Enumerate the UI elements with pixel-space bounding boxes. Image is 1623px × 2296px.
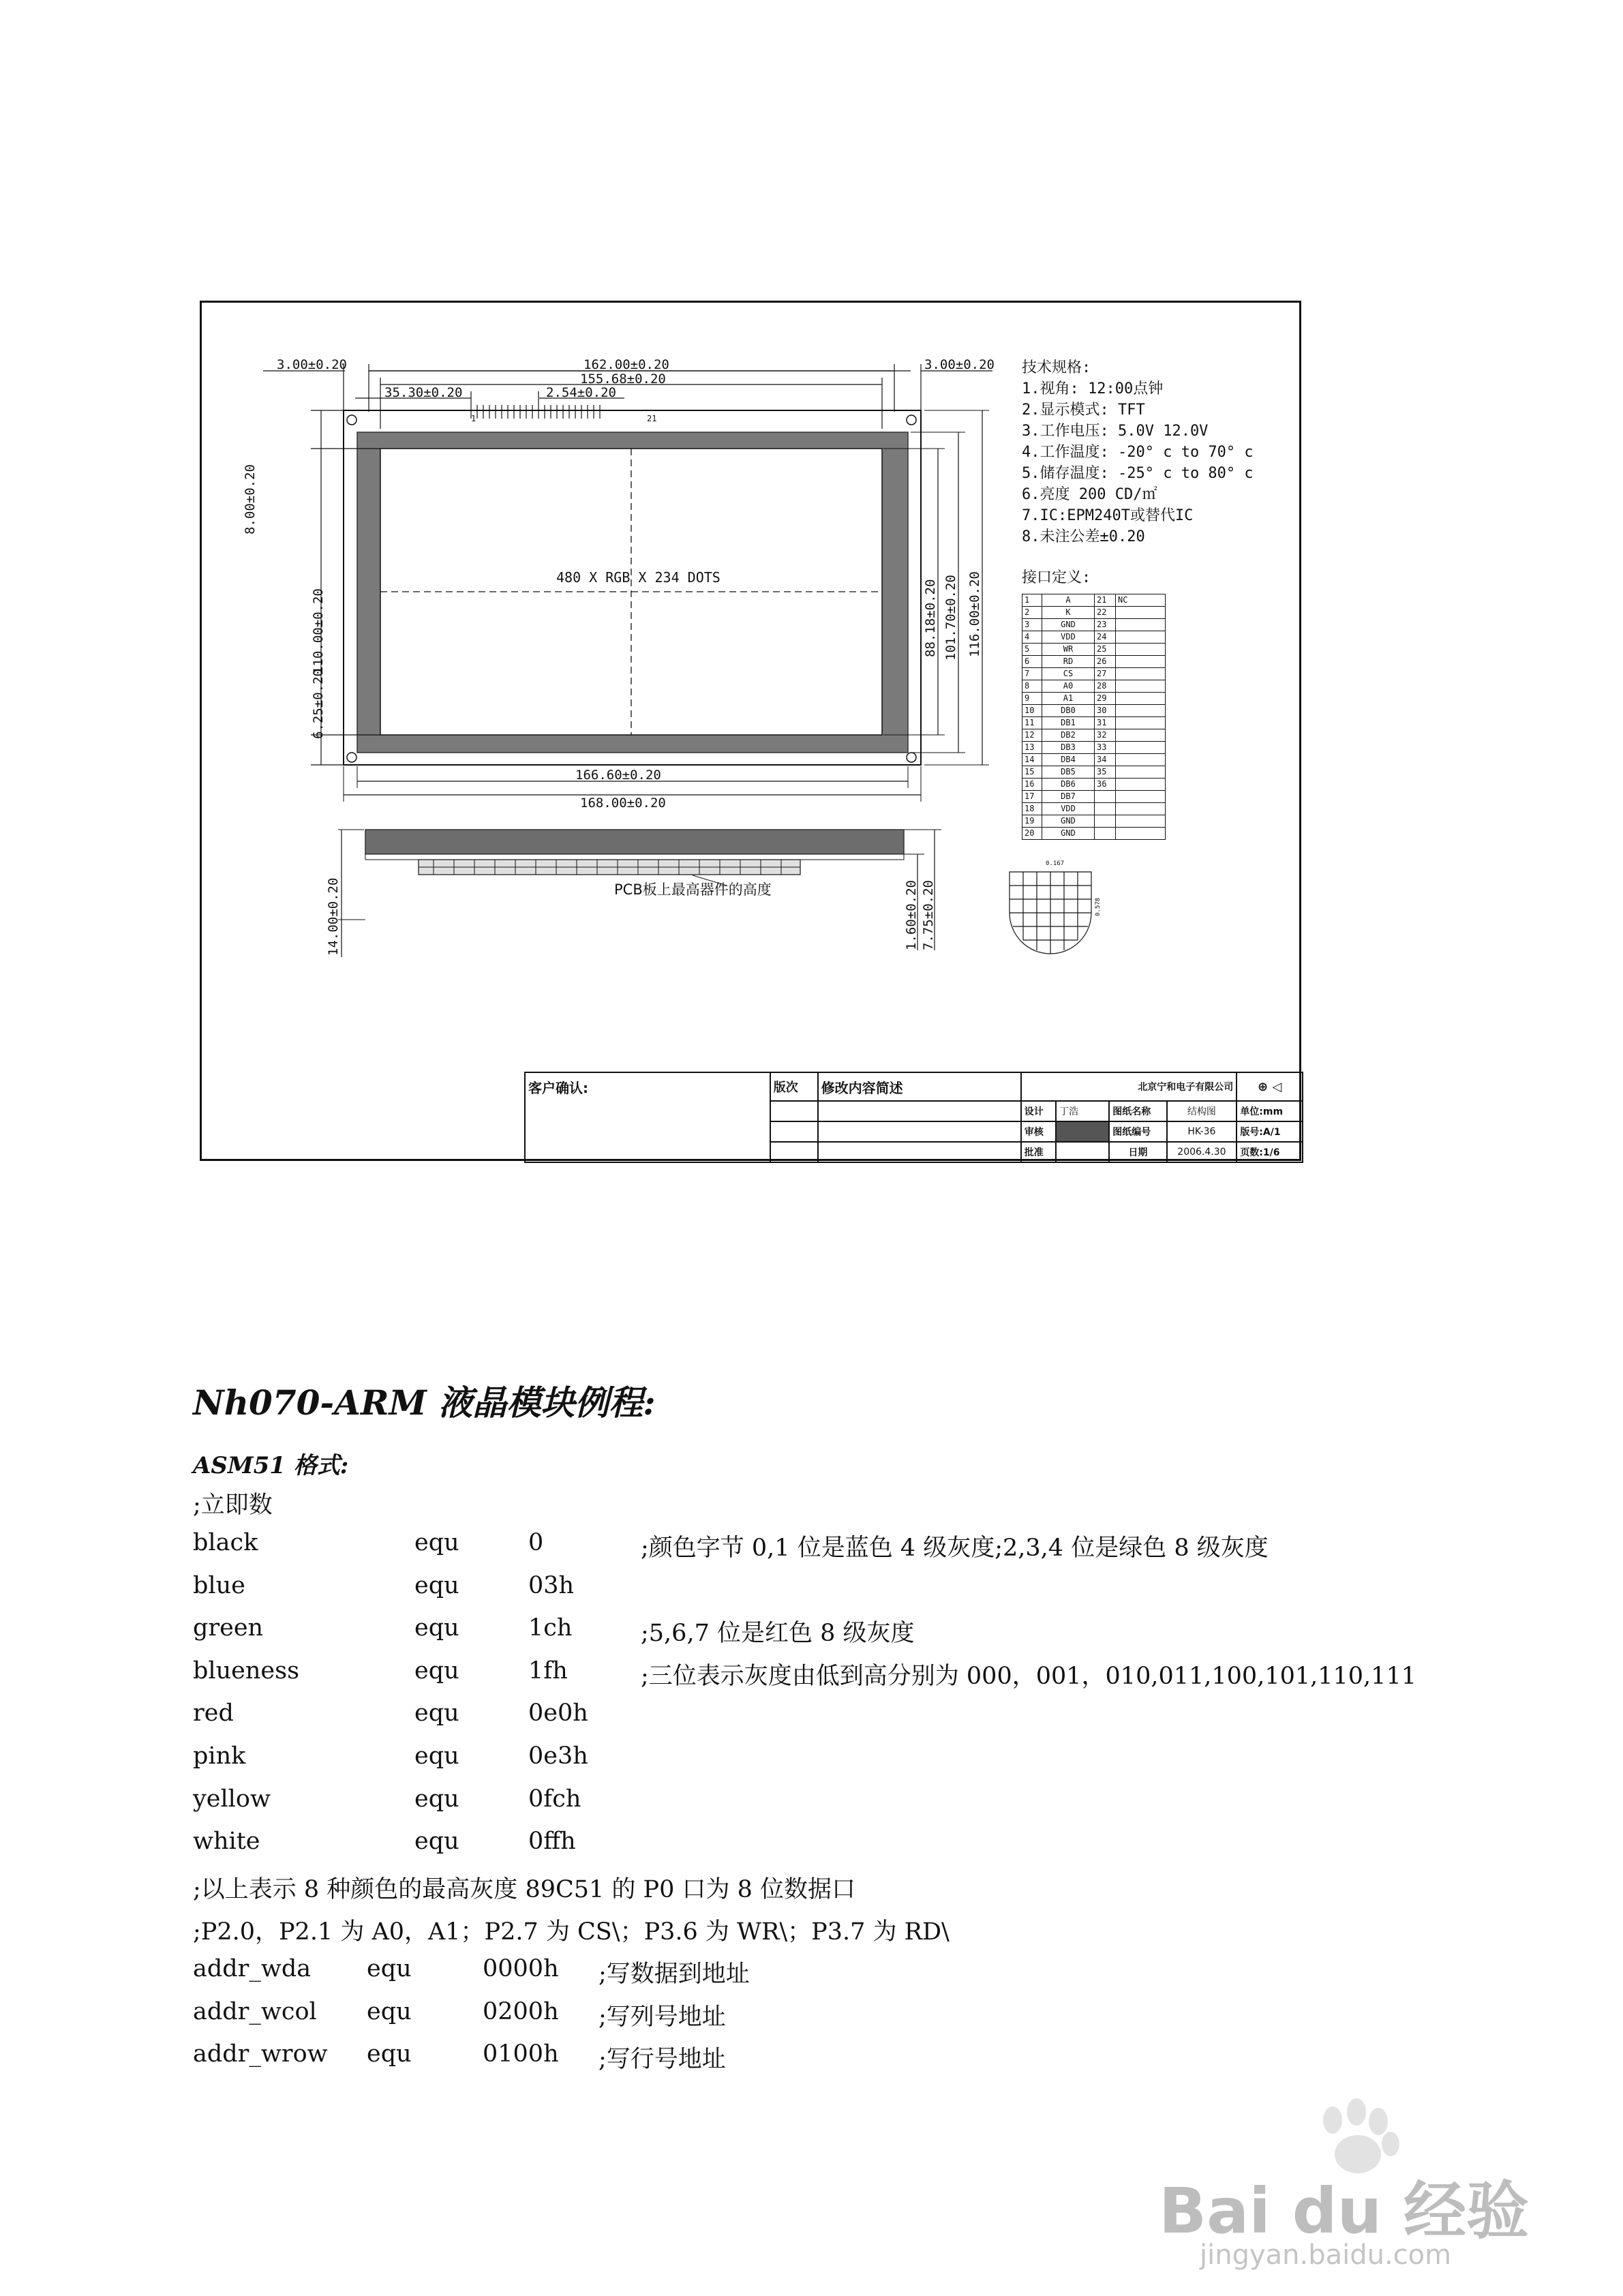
- pin-cell: GND: [1042, 619, 1095, 631]
- pin-cell: 16: [1022, 779, 1042, 791]
- pin-cell: [1116, 729, 1166, 742]
- pin-row: [1022, 815, 1166, 828]
- pin-row: [1022, 766, 1166, 779]
- pin-row: [1022, 791, 1166, 803]
- asm51-subhead: ASM51 格式:: [193, 1452, 349, 1479]
- code-name: yellow: [193, 1785, 271, 1813]
- pin-cell: K: [1042, 607, 1095, 619]
- specs-title: 技术规格:: [1022, 359, 1091, 376]
- pin-cell: 25: [1095, 644, 1116, 656]
- pin-cell: 13: [1022, 742, 1042, 754]
- code-op: equ: [367, 1997, 412, 2025]
- pin-cell: [1116, 680, 1166, 693]
- dim-h-116: 116.00±0.20: [967, 571, 982, 657]
- pin-cell: [1095, 828, 1116, 840]
- approve-label: 批准: [1021, 1142, 1056, 1162]
- pin-cell: 8: [1022, 680, 1042, 693]
- code-op: equ: [414, 1529, 459, 1556]
- dim-height-110: 110.00±0.20: [311, 588, 326, 674]
- pin-cell: GND: [1042, 828, 1095, 840]
- pin-1-label: 1: [471, 414, 476, 423]
- pin-row: [1022, 754, 1166, 766]
- pin-cell: A: [1042, 594, 1095, 607]
- code-val: 0fch: [528, 1785, 581, 1813]
- dim-pin-pitch: 2.54±0.20: [546, 385, 616, 400]
- spec-line: 3.工作电压: 5.0V 12.0V: [1022, 423, 1209, 440]
- pin-21-label: 21: [647, 414, 657, 423]
- projection-symbol-icon: ⊕ ◁: [1237, 1072, 1303, 1101]
- code-name: green: [193, 1614, 264, 1642]
- pin-cell: VDD: [1042, 631, 1095, 644]
- pin-cell: 31: [1095, 717, 1116, 729]
- code-op: equ: [414, 1657, 459, 1685]
- detail-dim-b: 0.578: [1095, 897, 1102, 916]
- comment-colors: ;以上表示 8 种颜色的最高灰度 89C51 的 P0 口为 8 位数据口: [193, 1876, 856, 1903]
- pin-cell: [1116, 742, 1166, 754]
- pin-cell: 9: [1022, 693, 1042, 705]
- review-name: [1056, 1121, 1109, 1142]
- dim-top-8: 8.00±0.20: [243, 464, 258, 534]
- dim-left-margin: 3.00±0.20: [277, 357, 347, 372]
- code-op: equ: [367, 1955, 412, 1982]
- pin-cell: DB7: [1042, 791, 1095, 803]
- pin-cell: [1116, 693, 1166, 705]
- pin-row: [1022, 742, 1166, 754]
- watermark-brand: Bai du 经验: [1159, 2175, 1530, 2248]
- code-op: equ: [414, 1700, 459, 1727]
- tech-specs: [1022, 357, 1254, 547]
- spec-line: 1.视角: 12:00点钟: [1022, 380, 1164, 397]
- dim-t-775: 7.75±0.20: [921, 880, 936, 950]
- code-comment: ;三位表示灰度由低到高分别为 000，001，010,011,100,101,110,111: [641, 1662, 1416, 1690]
- spec-line: 6.亮度 200 CD/㎡: [1022, 486, 1157, 503]
- pin-cell: 29: [1095, 693, 1116, 705]
- code-name: addr_wcol: [193, 1997, 317, 2025]
- spec-line: 8.未注公差±0.20: [1022, 528, 1145, 545]
- pin-cell: 4: [1022, 631, 1042, 644]
- title-block: [524, 1072, 1303, 1163]
- unit-label: 单位:mm: [1237, 1101, 1303, 1121]
- pin-cell: DB6: [1042, 779, 1095, 791]
- dim-h-88: 88.18±0.20: [923, 579, 938, 657]
- pin-cell: DB4: [1042, 754, 1095, 766]
- dim-thickness-14: 14.00±0.20: [326, 877, 341, 956]
- pin-cell: [1116, 754, 1166, 766]
- pin-cell: 20: [1022, 828, 1042, 840]
- spec-line: 2.显示模式: TFT: [1022, 402, 1145, 419]
- pin-cell: 14: [1022, 754, 1042, 766]
- pin-cell: 6: [1022, 656, 1042, 668]
- code-op: equ: [414, 1742, 459, 1770]
- pin-row: [1022, 631, 1166, 644]
- pin-cell: A1: [1042, 693, 1095, 705]
- pin-cell: [1116, 668, 1166, 680]
- dim-width-155: 155.68±0.20: [580, 372, 666, 387]
- pin-cell: 23: [1095, 619, 1116, 631]
- customer-confirm: 客户确认:: [525, 1072, 770, 1162]
- pin-row: [1022, 779, 1166, 791]
- pin-cell: [1095, 803, 1116, 815]
- code-op: equ: [414, 1785, 459, 1813]
- pin-cell: [1116, 791, 1166, 803]
- pin-cell: [1116, 631, 1166, 644]
- pin-cell: [1116, 717, 1166, 729]
- pin-cell: 21: [1095, 594, 1116, 607]
- pin-cell: DB5: [1042, 766, 1095, 779]
- screen-resolution-label: 480 X RGB X 234 DOTS: [556, 569, 721, 586]
- code-op: equ: [414, 1571, 459, 1599]
- pin-cell: 33: [1095, 742, 1116, 754]
- pin-cell: [1116, 779, 1166, 791]
- dim-t-160: 1.60±0.20: [904, 880, 919, 950]
- pin-row: [1022, 619, 1166, 631]
- code-comment: ;5,6,7 位是红色 8 级灰度: [641, 1620, 915, 1648]
- version-header: 版次: [770, 1072, 818, 1101]
- pin-row: [1022, 729, 1166, 742]
- pin-cell: 2: [1022, 607, 1042, 619]
- pin-cell: 36: [1095, 779, 1116, 791]
- pin-cell: DB0: [1042, 705, 1095, 717]
- dim-pin-offset: 35.30±0.20: [384, 385, 463, 400]
- code-val: 0100h: [483, 2040, 559, 2068]
- pin-cell: 7: [1022, 668, 1042, 680]
- pin-row: [1022, 803, 1166, 815]
- pin-row: [1022, 693, 1166, 705]
- code-name: red: [193, 1700, 234, 1727]
- pin-cell: [1116, 766, 1166, 779]
- pin-cell: A0: [1042, 680, 1095, 693]
- code-val: 0e0h: [528, 1700, 588, 1727]
- pin-cell: DB2: [1042, 729, 1095, 742]
- code-comment: ;写行号地址: [598, 2046, 726, 2074]
- code-val: 0e3h: [528, 1742, 588, 1770]
- code-comment: ;颜色字节 0,1 位是蓝色 4 级灰度;2,3,4 位是绿色 8 级灰度: [641, 1535, 1269, 1562]
- pin-table: [1022, 594, 1166, 840]
- comment-immediate: ;立即数: [193, 1492, 273, 1519]
- spec-line: 4.工作温度: -20° c to 70° c: [1022, 444, 1254, 461]
- drawing-name: 结构图: [1167, 1101, 1237, 1121]
- pin-cell: [1116, 656, 1166, 668]
- dim-right-margin: 3.00±0.20: [924, 357, 995, 372]
- code-val: 0ffh: [528, 1828, 576, 1856]
- pin-cell: 35: [1095, 766, 1116, 779]
- pin-cell: 28: [1095, 680, 1116, 693]
- code-comment: ;写列号地址: [598, 2003, 726, 2031]
- design-label: 设计: [1021, 1101, 1056, 1121]
- pin-cell: [1116, 607, 1166, 619]
- code-name: addr_wda: [193, 1955, 312, 1982]
- spec-line: 7.IC:EPM240T或替代IC: [1022, 507, 1194, 524]
- pin-cell: 27: [1095, 668, 1116, 680]
- pin-cell: 18: [1022, 803, 1042, 815]
- code-op: equ: [414, 1614, 459, 1642]
- company-name: 北京宁和电子有限公司: [1021, 1072, 1237, 1101]
- code-name: pink: [193, 1742, 246, 1770]
- drawing-no: HK-36: [1167, 1121, 1237, 1142]
- code-name: blue: [193, 1571, 245, 1599]
- date-label: 日期: [1109, 1142, 1166, 1162]
- pin-cell: 22: [1095, 607, 1116, 619]
- comment-ports: ;P2.0，P2.1 为 A0，A1；P2.7 为 CS\；P3.6 为 WR\；P3.7 为 RD\: [193, 1918, 950, 1946]
- code-val: 1fh: [528, 1657, 568, 1685]
- pin-cell: [1116, 828, 1166, 840]
- code-val: 0200h: [483, 1997, 559, 2025]
- dim-w-168: 168.00±0.20: [580, 796, 666, 811]
- pin-row: [1022, 717, 1166, 729]
- pin-row: [1022, 828, 1166, 840]
- code-name: addr_wrow: [193, 2040, 328, 2068]
- pin-cell: 26: [1095, 656, 1116, 668]
- pin-cell: 11: [1022, 717, 1042, 729]
- pin-cell: VDD: [1042, 803, 1095, 815]
- code-val: 03h: [528, 1571, 575, 1599]
- code-name: blueness: [193, 1657, 300, 1685]
- version-label: 版号:A/1: [1237, 1121, 1303, 1142]
- code-val: 0: [528, 1529, 544, 1556]
- pin-cell: 3: [1022, 619, 1042, 631]
- pin-row: [1022, 680, 1166, 693]
- watermark-url: jingyan.baidu.com: [1200, 2239, 1452, 2271]
- drawing-no-label: 图纸编号: [1109, 1121, 1166, 1142]
- pin-cell: [1095, 815, 1116, 828]
- pin-cell: 1: [1022, 594, 1042, 607]
- pin-cell: [1095, 791, 1116, 803]
- pin-cell: [1116, 644, 1166, 656]
- code-val: 1ch: [528, 1614, 573, 1642]
- pin-cell: [1116, 705, 1166, 717]
- date-value: 2006.4.30: [1167, 1142, 1237, 1162]
- pin-cell: [1116, 815, 1166, 828]
- code-comment: ;写数据到地址: [598, 1961, 750, 1988]
- code-op: equ: [414, 1828, 459, 1856]
- pin-cell: 19: [1022, 815, 1042, 828]
- pin-cell: DB3: [1042, 742, 1095, 754]
- pin-cell: NC: [1116, 594, 1166, 607]
- pin-cell: 24: [1095, 631, 1116, 644]
- detail-dim-a: 0.167: [1046, 860, 1065, 867]
- code-name: black: [193, 1529, 258, 1556]
- document-title: Nh070-ARM 液晶模块例程:: [193, 1383, 656, 1423]
- drawing-name-label: 图纸名称: [1109, 1101, 1166, 1121]
- pin-cell: CS: [1042, 668, 1095, 680]
- revision-header: 修改内容简述: [818, 1072, 1021, 1101]
- dim-w-166: 166.60±0.20: [575, 768, 661, 783]
- pin-cell: 34: [1095, 754, 1116, 766]
- pin-cell: [1116, 803, 1166, 815]
- pin-row: [1022, 705, 1166, 717]
- pin-cell: WR: [1042, 644, 1095, 656]
- pin-row: [1022, 607, 1166, 619]
- dim-width-162: 162.00±0.20: [583, 357, 669, 372]
- pin-cell: 30: [1095, 705, 1116, 717]
- pin-cell: 10: [1022, 705, 1042, 717]
- pin-cell: 12: [1022, 729, 1042, 742]
- design-name: 丁浩: [1056, 1101, 1109, 1121]
- pin-definition-title: 接口定义:: [1022, 569, 1091, 586]
- code-name: white: [193, 1828, 260, 1856]
- pin-row: [1022, 644, 1166, 656]
- pin-cell: GND: [1042, 815, 1095, 828]
- pin-row: [1022, 594, 1166, 607]
- pin-cell: DB1: [1042, 717, 1095, 729]
- page-label: 页数:1/6: [1237, 1142, 1303, 1162]
- pin-cell: 15: [1022, 766, 1042, 779]
- pin-cell: RD: [1042, 656, 1095, 668]
- pin-cell: 32: [1095, 729, 1116, 742]
- engineering-drawing: [200, 301, 1301, 1161]
- spec-line: 5.储存温度: -25° c to 80° c: [1022, 465, 1254, 482]
- code-op: equ: [367, 2040, 412, 2068]
- pcb-height-note: PCB板上最高器件的高度: [614, 881, 772, 898]
- dim-h-101: 101.70±0.20: [943, 575, 958, 661]
- pin-row: [1022, 656, 1166, 668]
- pin-cell: 17: [1022, 791, 1042, 803]
- pin-cell: [1116, 619, 1166, 631]
- pin-row: [1022, 668, 1166, 680]
- review-label: 审核: [1021, 1121, 1056, 1142]
- pin-cell: 5: [1022, 644, 1042, 656]
- dim-bottom-625: 6.25±0.20: [311, 669, 326, 739]
- code-val: 0000h: [483, 1955, 559, 1982]
